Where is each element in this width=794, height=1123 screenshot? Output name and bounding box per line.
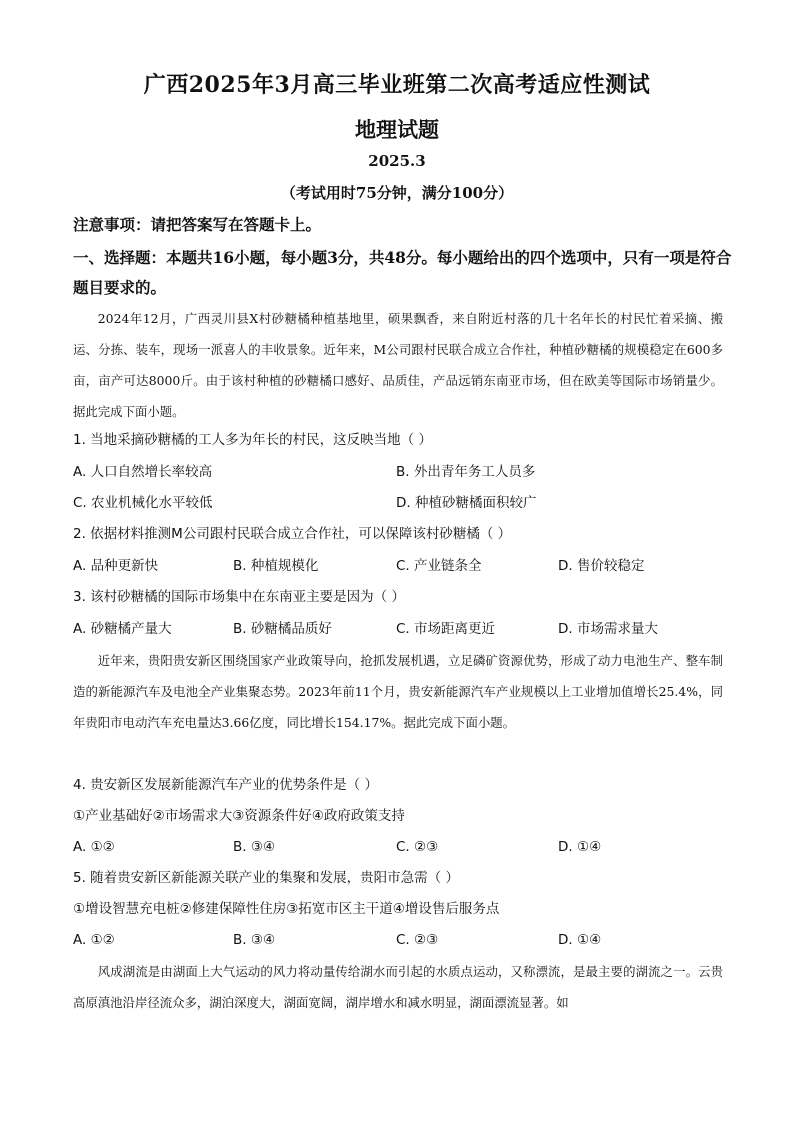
question-4-option-c: C. ②③	[396, 839, 439, 855]
notice: 注意事项：请把答案写在答题卡上。	[73, 215, 322, 234]
exam-info: （考试用时75分钟，满分100分）	[280, 184, 514, 202]
exam-subject: 地理试题	[355, 117, 439, 142]
passage-1: 2024年12月，广西灵川县X村砂糖橘种植基地里，硕果飘香，来自附近村落的几十名年长的村民忙着采摘、搬运、分拣、装车，现场一派喜人的丰收景象。近年来，M公司跟村民联合成立合作社，种植砂糖橘的规模稳定在600多亩，亩产可达8000斤。由于该村种植的砂糖橘口感好、品质佳，产品远销东南亚市场，但在欧美等国际市场销量少。据此完成下面小题。	[73, 311, 723, 419]
question-5-items: ①增设智慧充电桩②修建保障性住房③拓宽市区主干道④增设售后服务点	[73, 901, 500, 917]
question-5-stem: 5. 随着贵安新区新能源关联产业的集聚和发展，贵阳市急需（ ）	[73, 870, 459, 886]
section-heading: 一、选择题：本题共16小题，每小题3分，共48分。每小题给出的四个选项中，只有一项是符合题目要求的。	[73, 248, 732, 297]
question-3-option-a: A. 砂糖橘产量大	[73, 621, 172, 637]
question-2-option-d: D. 售价较稳定	[558, 558, 645, 574]
question-2-option-b: B. 种植规模化	[233, 558, 319, 574]
question-1-option-c: C. 农业机械化水平较低	[73, 495, 213, 511]
exam-title: 广西2025年3月高三毕业班第二次高考适应性测试	[143, 72, 651, 98]
question-1-option-a: A. 人口自然增长率较高	[73, 464, 213, 480]
question-3-stem: 3. 该村砂糖橘的国际市场集中在东南亚主要是因为（ ）	[73, 589, 405, 605]
question-1-option-d: D. 种植砂糖橘面积较广	[396, 495, 537, 511]
question-5-option-c: C. ②③	[396, 932, 439, 948]
question-4-option-a: A. ①②	[73, 839, 115, 855]
question-3-option-b: B. 砂糖橘品质好	[233, 621, 332, 637]
question-3-option-d: D. 市场需求量大	[558, 621, 658, 637]
question-1-stem: 1. 当地采摘砂糖橘的工人多为年长的村民，这反映当地（ ）	[73, 432, 432, 448]
passage-3: 风成湖流是由湖面上大气运动的风力将动量传给湖水而引起的水质点运动，又称漂流，是最主要的湖流之一。云贵高原滇池沿岸径流众多，湖泊深度大，湖面宽阔，湖岸增水和减水明显，湖面漂流显著。如	[73, 964, 723, 1010]
question-1-option-b: B. 外出青年务工人员多	[396, 464, 536, 480]
question-4-option-b: B. ③④	[233, 839, 276, 855]
question-3-option-c: C. 市场距离更近	[396, 621, 496, 637]
question-4-stem: 4. 贵安新区发展新能源汽车产业的优势条件是（ ）	[73, 777, 378, 793]
exam-date: 2025.3	[368, 152, 426, 170]
question-2-stem: 2. 依据材料推测M公司跟村民联合成立合作社，可以保障该村砂糖橘（ ）	[73, 526, 512, 542]
passage-2: 近年来，贵阳贵安新区围绕国家产业政策导向，抢抓发展机遇，立足磷矿资源优势，形成了动力电池生产、整车制造的新能源汽车及电池全产业集聚态势。2023年前11个月，贵安新能源汽车产业规模以上工业增加值增长25.4%，同年贵阳市电动汽车充电量达3.66亿度，同比增长154.17%。据此完成下面小题。	[73, 653, 723, 730]
question-5-option-b: B. ③④	[233, 932, 276, 948]
question-2-option-c: C. 产业链条全	[396, 558, 482, 574]
question-5-option-a: A. ①②	[73, 932, 115, 948]
question-5-option-d: D. ①④	[558, 932, 602, 948]
question-4-option-d: D. ①④	[558, 839, 602, 855]
question-4-items: ①产业基础好②市场需求大③资源条件好④政府政策支持	[73, 808, 405, 824]
question-2-option-a: A. 品种更新快	[73, 558, 159, 574]
